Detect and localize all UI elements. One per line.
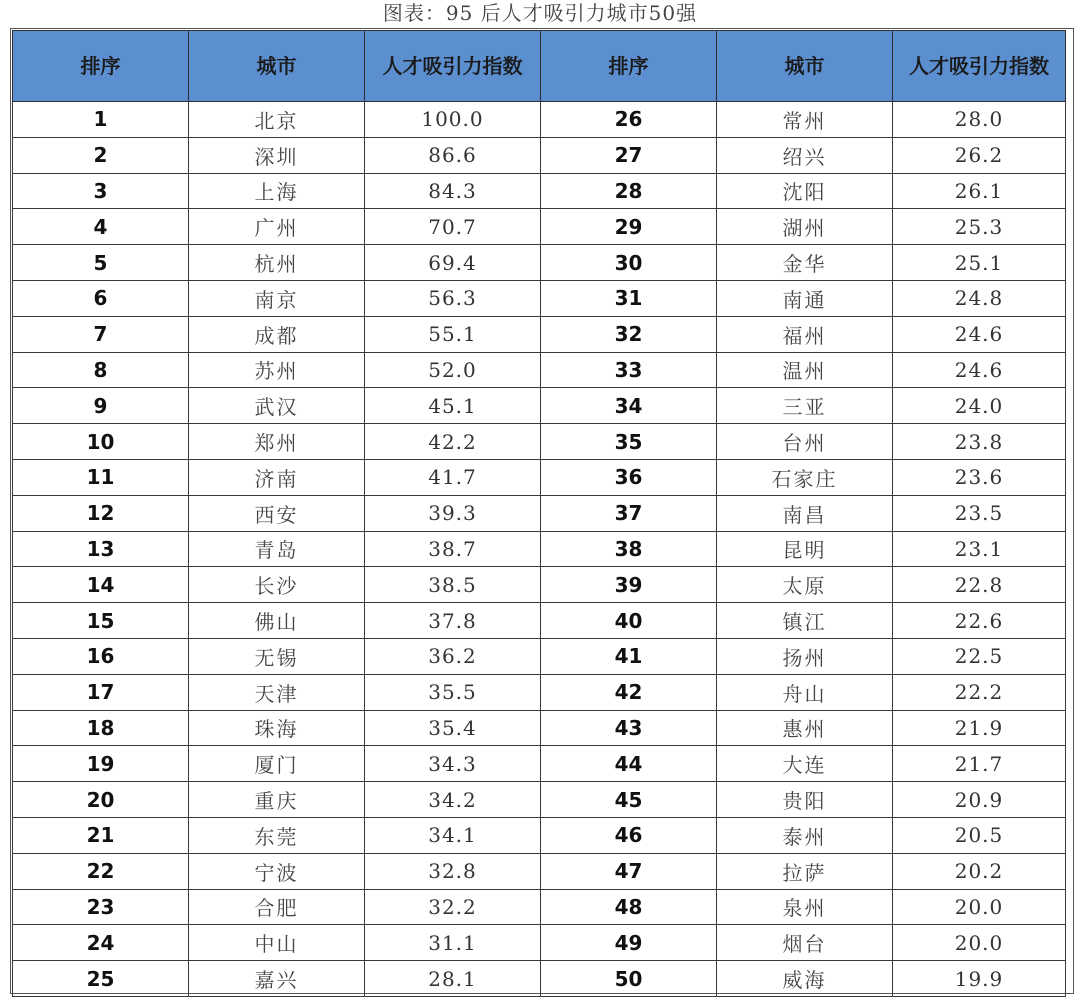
table-body (13, 102, 1066, 997)
city-cell: 湖州 (717, 209, 893, 245)
city-cell: 厦门 (189, 746, 365, 782)
index-cell: 19.9 (893, 961, 1066, 997)
index-cell: 21.7 (893, 746, 1066, 782)
rank-cell: 16 (13, 638, 189, 674)
rank-cell: 29 (541, 209, 717, 245)
city-cell: 广州 (189, 209, 365, 245)
header-city-left: 城市 (189, 31, 365, 102)
table-row (13, 817, 1066, 853)
city-cell: 舟山 (717, 674, 893, 710)
index-cell: 28.1 (365, 961, 541, 997)
index-cell: 70.7 (365, 209, 541, 245)
rank-cell: 27 (541, 137, 717, 173)
rank-cell: 10 (13, 424, 189, 460)
table-row (13, 603, 1066, 639)
rank-cell: 9 (13, 388, 189, 424)
city-cell: 成都 (189, 316, 365, 352)
rank-cell: 33 (541, 352, 717, 388)
index-cell: 22.6 (893, 603, 1066, 639)
city-cell: 太原 (717, 567, 893, 603)
city-cell: 扬州 (717, 638, 893, 674)
index-cell: 84.3 (365, 173, 541, 209)
index-cell: 20.0 (893, 889, 1066, 925)
city-cell: 无锡 (189, 638, 365, 674)
table-row (13, 925, 1066, 961)
index-cell: 26.2 (893, 137, 1066, 173)
index-cell: 21.9 (893, 710, 1066, 746)
table-row (13, 173, 1066, 209)
city-cell: 合肥 (189, 889, 365, 925)
index-cell: 41.7 (365, 459, 541, 495)
city-cell: 中山 (189, 925, 365, 961)
table-row (13, 638, 1066, 674)
city-cell: 威海 (717, 961, 893, 997)
index-cell: 24.6 (893, 316, 1066, 352)
city-cell: 贵阳 (717, 782, 893, 818)
index-cell: 20.2 (893, 853, 1066, 889)
rank-cell: 48 (541, 889, 717, 925)
table-row (13, 102, 1066, 138)
header-index-left: 人才吸引力指数 (365, 31, 541, 102)
rank-cell: 12 (13, 495, 189, 531)
city-cell: 绍兴 (717, 137, 893, 173)
rank-cell: 26 (541, 102, 717, 138)
city-cell: 福州 (717, 316, 893, 352)
rank-cell: 17 (13, 674, 189, 710)
rank-cell: 47 (541, 853, 717, 889)
index-cell: 52.0 (365, 352, 541, 388)
city-cell: 武汉 (189, 388, 365, 424)
table-row (13, 746, 1066, 782)
city-cell: 南通 (717, 280, 893, 316)
rank-cell: 3 (13, 173, 189, 209)
index-cell: 20.5 (893, 817, 1066, 853)
index-cell: 24.6 (893, 352, 1066, 388)
city-cell: 东莞 (189, 817, 365, 853)
rank-cell: 6 (13, 280, 189, 316)
table-row (13, 889, 1066, 925)
table-row (13, 316, 1066, 352)
rank-cell: 46 (541, 817, 717, 853)
rank-cell: 8 (13, 352, 189, 388)
city-cell: 重庆 (189, 782, 365, 818)
table-row (13, 853, 1066, 889)
rank-cell: 31 (541, 280, 717, 316)
rank-cell: 49 (541, 925, 717, 961)
header-city-right: 城市 (717, 31, 893, 102)
rank-cell: 23 (13, 889, 189, 925)
city-cell: 沈阳 (717, 173, 893, 209)
rank-cell: 50 (541, 961, 717, 997)
rank-cell: 1 (13, 102, 189, 138)
rank-cell: 13 (13, 531, 189, 567)
city-cell: 三亚 (717, 388, 893, 424)
index-cell: 34.2 (365, 782, 541, 818)
index-cell: 56.3 (365, 280, 541, 316)
rank-cell: 40 (541, 603, 717, 639)
index-cell: 100.0 (365, 102, 541, 138)
city-cell: 长沙 (189, 567, 365, 603)
index-cell: 24.8 (893, 280, 1066, 316)
index-cell: 26.1 (893, 173, 1066, 209)
rank-cell: 15 (13, 603, 189, 639)
rank-cell: 38 (541, 531, 717, 567)
rank-cell: 25 (13, 961, 189, 997)
index-cell: 20.9 (893, 782, 1066, 818)
rank-cell: 28 (541, 173, 717, 209)
index-cell: 42.2 (365, 424, 541, 460)
rank-cell: 21 (13, 817, 189, 853)
city-cell: 上海 (189, 173, 365, 209)
city-cell: 珠海 (189, 710, 365, 746)
header-rank-left: 排序 (13, 31, 189, 102)
city-cell: 惠州 (717, 710, 893, 746)
city-cell: 深圳 (189, 137, 365, 173)
rank-cell: 22 (13, 853, 189, 889)
table-row (13, 674, 1066, 710)
city-cell: 石家庄 (717, 459, 893, 495)
rank-cell: 7 (13, 316, 189, 352)
table-row (13, 710, 1066, 746)
city-cell: 青岛 (189, 531, 365, 567)
city-cell: 昆明 (717, 531, 893, 567)
index-cell: 35.4 (365, 710, 541, 746)
city-cell: 宁波 (189, 853, 365, 889)
index-cell: 23.1 (893, 531, 1066, 567)
city-cell: 常州 (717, 102, 893, 138)
table-row (13, 137, 1066, 173)
index-cell: 32.8 (365, 853, 541, 889)
table-caption: 图表：95 后人才吸引力城市50强 (382, 1, 698, 25)
city-cell: 拉萨 (717, 853, 893, 889)
rank-cell: 5 (13, 245, 189, 281)
city-cell: 西安 (189, 495, 365, 531)
index-cell: 86.6 (365, 137, 541, 173)
index-cell: 25.3 (893, 209, 1066, 245)
index-cell: 23.5 (893, 495, 1066, 531)
index-cell: 69.4 (365, 245, 541, 281)
index-cell: 36.2 (365, 638, 541, 674)
ranking-table (12, 30, 1066, 997)
table-row (13, 459, 1066, 495)
index-cell: 37.8 (365, 603, 541, 639)
city-cell: 嘉兴 (189, 961, 365, 997)
index-cell: 35.5 (365, 674, 541, 710)
table-row (13, 567, 1066, 603)
city-cell: 济南 (189, 459, 365, 495)
city-cell: 南京 (189, 280, 365, 316)
index-cell: 22.8 (893, 567, 1066, 603)
rank-cell: 4 (13, 209, 189, 245)
table-row (13, 782, 1066, 818)
index-cell: 55.1 (365, 316, 541, 352)
index-cell: 38.5 (365, 567, 541, 603)
rank-cell: 45 (541, 782, 717, 818)
index-cell: 34.3 (365, 746, 541, 782)
city-cell: 北京 (189, 102, 365, 138)
city-cell: 金华 (717, 245, 893, 281)
table-row (13, 352, 1066, 388)
city-cell: 苏州 (189, 352, 365, 388)
city-cell: 大连 (717, 746, 893, 782)
index-cell: 23.6 (893, 459, 1066, 495)
table-row (13, 961, 1066, 997)
header-index-right: 人才吸引力指数 (893, 31, 1066, 102)
city-cell: 烟台 (717, 925, 893, 961)
city-cell: 佛山 (189, 603, 365, 639)
rank-cell: 18 (13, 710, 189, 746)
index-cell: 24.0 (893, 388, 1066, 424)
rank-cell: 35 (541, 424, 717, 460)
table-row (13, 280, 1066, 316)
table-row (13, 495, 1066, 531)
city-cell: 杭州 (189, 245, 365, 281)
index-cell: 28.0 (893, 102, 1066, 138)
rank-cell: 43 (541, 710, 717, 746)
city-cell: 泉州 (717, 889, 893, 925)
header-row (13, 31, 1066, 102)
index-cell: 45.1 (365, 388, 541, 424)
rank-cell: 36 (541, 459, 717, 495)
index-cell: 22.5 (893, 638, 1066, 674)
city-cell: 泰州 (717, 817, 893, 853)
rank-cell: 30 (541, 245, 717, 281)
table-row (13, 424, 1066, 460)
city-cell: 温州 (717, 352, 893, 388)
index-cell: 34.1 (365, 817, 541, 853)
rank-cell: 24 (13, 925, 189, 961)
rank-cell: 37 (541, 495, 717, 531)
rank-cell: 42 (541, 674, 717, 710)
rank-cell: 14 (13, 567, 189, 603)
index-cell: 39.3 (365, 495, 541, 531)
rank-cell: 19 (13, 746, 189, 782)
rank-cell: 44 (541, 746, 717, 782)
city-cell: 郑州 (189, 424, 365, 460)
table-row (13, 209, 1066, 245)
city-cell: 镇江 (717, 603, 893, 639)
index-cell: 31.1 (365, 925, 541, 961)
city-cell: 南昌 (717, 495, 893, 531)
rank-cell: 41 (541, 638, 717, 674)
table-row (13, 388, 1066, 424)
city-cell: 天津 (189, 674, 365, 710)
index-cell: 32.2 (365, 889, 541, 925)
rank-cell: 2 (13, 137, 189, 173)
rank-cell: 34 (541, 388, 717, 424)
rank-cell: 11 (13, 459, 189, 495)
table-row (13, 245, 1066, 281)
rank-cell: 20 (13, 782, 189, 818)
rank-cell: 39 (541, 567, 717, 603)
index-cell: 38.7 (365, 531, 541, 567)
header-rank-right: 排序 (541, 31, 717, 102)
index-cell: 20.0 (893, 925, 1066, 961)
index-cell: 22.2 (893, 674, 1066, 710)
city-cell: 台州 (717, 424, 893, 460)
table-row (13, 531, 1066, 567)
index-cell: 23.8 (893, 424, 1066, 460)
index-cell: 25.1 (893, 245, 1066, 281)
rank-cell: 32 (541, 316, 717, 352)
